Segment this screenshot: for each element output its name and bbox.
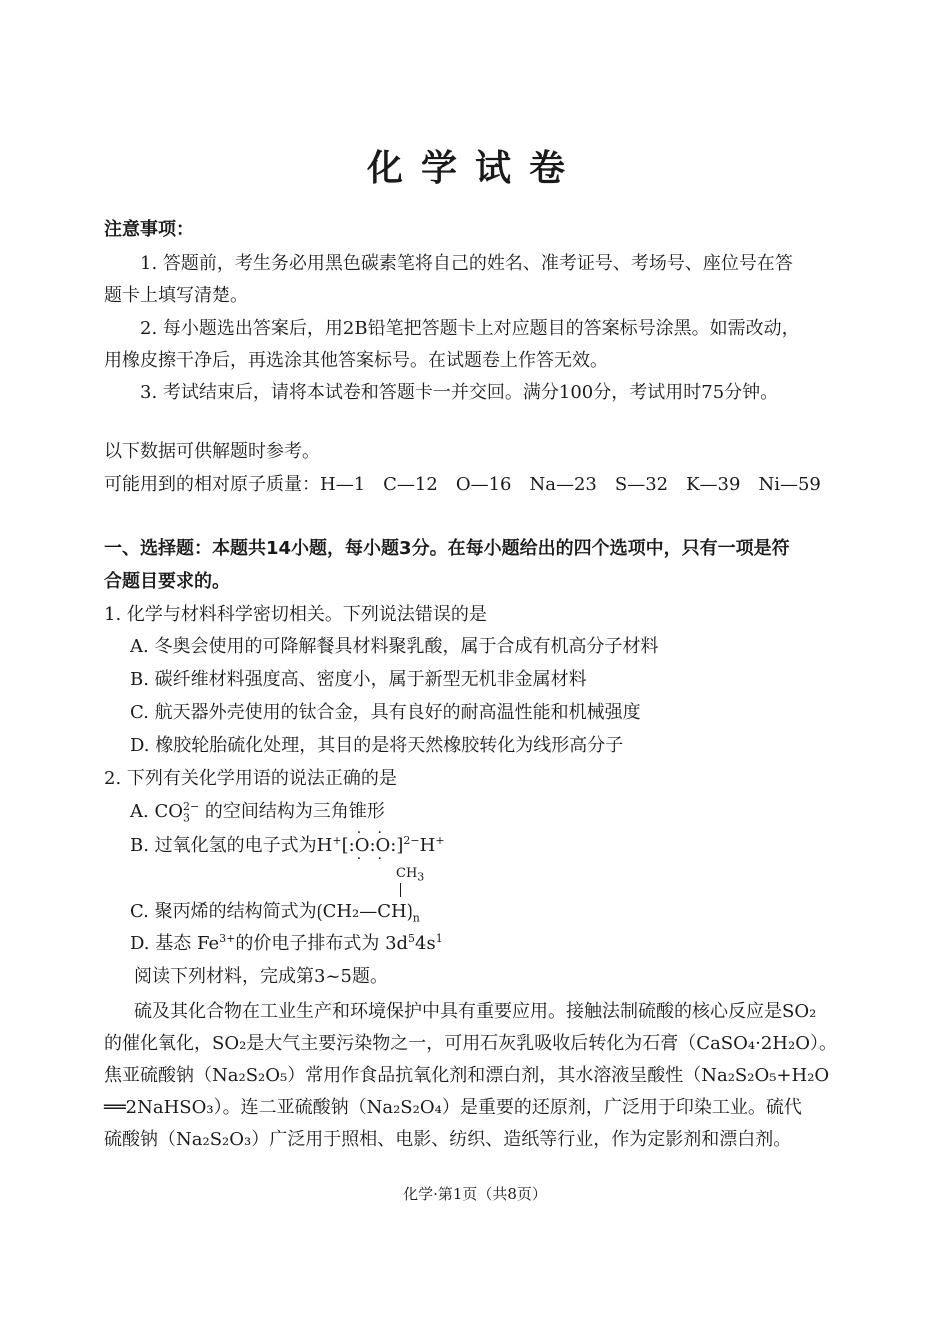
- option-d-4s-count: 1: [435, 932, 443, 945]
- question-2-option-b: [130, 834, 445, 858]
- material-paragraph-line-5: 硫酸钠（Na₂S₂O₃）广泛用于照相、电影、纺织、造纸等行业，作为定影剂和漂白剂。: [104, 1129, 792, 1150]
- option-d-charge: 3+: [219, 932, 236, 945]
- option-a-prefix: A. CO: [130, 801, 183, 822]
- option-b-oxygen-2: · O ·: [376, 834, 391, 858]
- option-b-charge-1: +: [332, 834, 342, 847]
- option-d-prefix: D. 基态 Fe: [130, 933, 220, 954]
- material-paragraph-line-4: ══2NaHSO₃）。连二亚硫酸钠（Na₂S₂O₄）是重要的还原剂，广泛用于印染工业。硫代: [104, 1097, 802, 1118]
- question-1-option-b: B. 碳纤维材料强度高、密度小，属于新型无机非金属材料: [130, 669, 587, 690]
- option-b-close-bracket: :]: [390, 835, 404, 856]
- option-a-suffix: 的空间结构为三角锥形: [199, 801, 385, 822]
- question-2-option-d: [130, 932, 443, 956]
- material-intro: 阅读下列材料，完成第3~5题。: [134, 966, 388, 987]
- notice-item-3: 3. 考试结束后，请将本试卷和答题卡一并交回。满分100分，考试用时75分钟。: [140, 382, 779, 403]
- notice-item-1-line-1: 1. 答题前，考生务必用黑色碳素笔将自己的姓名、准考证号、考场号、座位号在答: [140, 253, 793, 274]
- reference-atomic-masses: 可能用到的相对原子质量：H—1 C—12 O—16 Na—23 S—32 K—39 Ni—59: [104, 474, 821, 495]
- option-b-open-bracket: [:: [341, 835, 355, 856]
- option-c-formula: ⟮CH₂—CH⟯: [316, 901, 413, 922]
- notice-item-1-line-2: 题卡上填写清楚。: [104, 285, 248, 306]
- section-heading-line-1: 一、选择题：本题共14小题，每小题3分。在每小题给出的四个选项中，只有一项是符: [104, 538, 790, 559]
- option-d-mid: 的价电子排布式为 3d: [235, 933, 409, 954]
- option-d-3d-count: 5: [408, 932, 416, 945]
- option-b-prefix: B. 过氧化氢的电子式为H: [130, 835, 333, 856]
- question-2-option-a: [130, 800, 385, 824]
- question-1-option-c: C. 航天器外壳使用的钛合金，具有良好的耐高温性能和机械强度: [130, 702, 641, 723]
- option-c-methyl-sub: 3: [417, 870, 425, 884]
- option-c-methyl: [396, 866, 425, 884]
- option-b-hydrogen: H: [419, 835, 436, 856]
- option-a-charge: 2−: [182, 800, 200, 813]
- option-b-charge-3: +: [435, 834, 445, 847]
- material-paragraph-line-3: 焦亚硫酸钠（Na₂S₂O₅）常用作食品抗氧化剂和漂白剂，其水溶液呈酸性（Na₂S₂O₅+H₂O: [104, 1065, 830, 1086]
- option-c-methyl-bond: [400, 883, 401, 897]
- option-a-subscript: 3: [182, 811, 190, 825]
- page-footer: 化学·第1页（共8页）: [403, 1185, 547, 1203]
- option-c-methyl-label: CH: [396, 866, 418, 881]
- notice-heading: 注意事项：: [104, 219, 194, 240]
- notice-item-2-line-1: 2. 每小题选出答案后，用2B铅笔把答题卡上对应题目的答案标号涂黑。如需改动，: [140, 318, 800, 339]
- section-heading-line-2: 合题目要求的。: [104, 571, 230, 592]
- option-c-prefix: C. 聚丙烯的结构简式为: [130, 901, 317, 922]
- page-title: 化学试卷: [366, 148, 583, 189]
- option-c-n: n: [412, 911, 420, 925]
- material-paragraph-line-1: 硫及其化合物在工业生产和环境保护中具有重要应用。接触法制硫酸的核心反应是SO₂: [134, 1001, 817, 1022]
- reference-line-1: 以下数据可供解题时参考。: [104, 441, 320, 462]
- option-b-oxygen-1: · O ·: [355, 834, 370, 858]
- question-1-option-d: D. 橡胶轮胎硫化处理，其目的是将天然橡胶转化为线形高分子: [130, 735, 624, 756]
- question-2-option-c: [130, 900, 420, 924]
- option-b-bond: :: [369, 835, 376, 856]
- option-b-charge-2: 2−: [403, 834, 420, 847]
- question-1-option-a: A. 冬奥会使用的可降解餐具材料聚乳酸，属于合成有机高分子材料: [130, 636, 659, 657]
- notice-item-2-line-2: 用橡皮擦干净后，再选涂其他答案标号。在试题卷上作答无效。: [104, 350, 608, 371]
- question-2-stem: 2. 下列有关化学用语的说法正确的是: [104, 768, 397, 789]
- option-d-mid-2: 4s: [415, 933, 436, 954]
- question-1-stem: 1. 化学与材料科学密切相关。下列说法错误的是: [104, 604, 487, 625]
- material-paragraph-line-2: 的催化氧化，SO₂是大气主要污染物之一，可用石灰乳吸收后转化为石膏（CaSO₄·2H₂O）。: [104, 1033, 837, 1054]
